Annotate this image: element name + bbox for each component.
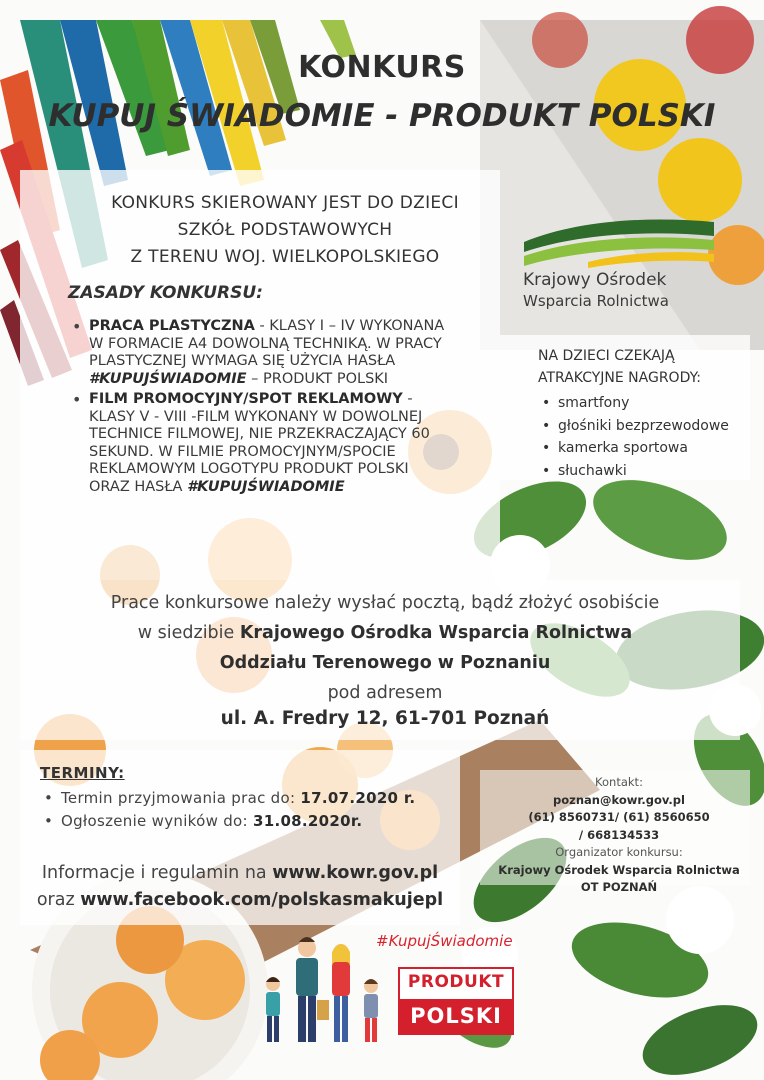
info-line bbox=[30, 887, 450, 914]
logo-text bbox=[523, 270, 669, 312]
intro-text bbox=[60, 190, 510, 271]
info-text: Informacje i regulamin na bbox=[41, 863, 273, 883]
info-text: oraz bbox=[36, 890, 81, 910]
badge-bottom-text: POLSKI bbox=[400, 999, 512, 1033]
term-item bbox=[44, 787, 415, 810]
rule-item-film bbox=[70, 391, 450, 496]
submission-info bbox=[40, 588, 730, 708]
rules-title: ZASADY KONKURSU: bbox=[68, 283, 263, 303]
terms-title: TERMINY: bbox=[40, 764, 125, 782]
prize-item: • smartfony bbox=[540, 392, 729, 415]
prize-item: • słuchawki bbox=[540, 460, 729, 483]
branch-name: Oddziału Terenowego w Poznaniu bbox=[219, 653, 551, 673]
term-date: 17.07.2020 r. bbox=[300, 789, 416, 807]
submission-line bbox=[40, 618, 730, 648]
organizer-label: Organizator konkursu: bbox=[555, 845, 683, 859]
page-title: KONKURS bbox=[298, 50, 466, 85]
rule-hashtag: #KUPUJŚWIADOMIE bbox=[89, 370, 247, 387]
logo-line: Wsparcia Rolnictwa bbox=[523, 292, 669, 310]
rule-text: - KLASY I – IV WYKONANA W FORMACIE A4 DOWOLNĄ TECHNIKĄ. W PRACY PLASTYCZNEJ WYMAGA SIĘ UŻYCIA HASŁA bbox=[89, 318, 445, 369]
rule-heading: PRACA PLASTYCZNA bbox=[89, 318, 255, 334]
prize-item: • kamerka sportowa bbox=[540, 437, 729, 460]
contact-phones: (61) 8560731/ (61) 8560650 bbox=[528, 810, 710, 824]
hashtag: #KupujŚwiadomie bbox=[376, 932, 513, 950]
rule-item-art bbox=[70, 318, 450, 388]
contact-block bbox=[488, 774, 750, 897]
organization-name: Krajowego Ośrodka Wsparcia Rolnictwa bbox=[239, 623, 633, 643]
rule-hashtag: #KUPUJŚWIADOMIE bbox=[187, 478, 345, 495]
produkt-polski-badge bbox=[398, 967, 514, 1035]
postal-address: ul. A. Fredry 12, 61-701 Poznań bbox=[220, 708, 550, 729]
family-illustration-icon bbox=[255, 928, 390, 1048]
rule-heading: FILM PROMOCYJNY/SPOT REKLAMOWY bbox=[89, 391, 403, 407]
intro-line: SZKÓŁ PODSTAWOWYCH bbox=[177, 220, 393, 240]
kowr-logo-icon bbox=[518, 212, 718, 268]
rule-text: - KLASY V - VIII -FILM WYKONANY W DOWOLNEJ TECHNICE FILMOWEJ, NIE PRZEKRACZAJĄCY 60 SEKUND. W FILMIE PROMOCYJNYM/SPOCIE REKLAMOWYM LOGOTYPU PRODUKT POLSKI ORAZ HASŁA bbox=[89, 391, 430, 495]
submission-line: Prace konkursowe należy wysłać pocztą, bądź złożyć osobiście bbox=[110, 593, 660, 613]
submission-line: pod adresem bbox=[327, 683, 443, 703]
prizes-heading bbox=[538, 345, 701, 389]
info-line bbox=[30, 860, 450, 887]
website-link[interactable]: www.kowr.gov.pl bbox=[272, 863, 439, 883]
contact-label: Kontakt: bbox=[595, 775, 643, 789]
contact-phones: / 668134533 bbox=[578, 827, 660, 842]
prizes-list bbox=[540, 392, 729, 482]
prizes-heading-line: NA DZIECI CZEKAJĄ bbox=[538, 348, 675, 364]
prizes-heading-line: ATRAKCYJNE NAGRODY: bbox=[538, 370, 701, 386]
info-block bbox=[30, 860, 450, 914]
intro-line: KONKURS SKIEROWANY JEST DO DZIECI bbox=[111, 193, 459, 213]
term-item bbox=[44, 810, 415, 833]
terms-list bbox=[44, 787, 415, 833]
badge-top-text: PRODUKT bbox=[407, 972, 505, 992]
organizer-unit: OT POZNAŃ bbox=[580, 880, 658, 894]
rule-text-tail: – PRODUKT POLSKI bbox=[246, 370, 389, 387]
intro-line: Z TERENU WOJ. WIELKOPOLSKIEGO bbox=[130, 247, 440, 267]
term-label: Termin przyjmowania prac do: bbox=[61, 789, 301, 807]
prize-item: • głośniki bezprzewodowe bbox=[540, 415, 729, 438]
rules-list bbox=[70, 318, 450, 499]
term-date: 31.08.2020r. bbox=[252, 812, 363, 830]
page-subtitle: KUPUJ ŚWIADOMIE - PRODUKT POLSKI bbox=[48, 98, 716, 134]
logo-line: Krajowy Ośrodek bbox=[523, 270, 667, 290]
organizer-name: Krajowy Ośrodek Wsparcia Rolnictwa bbox=[498, 862, 740, 877]
submission-text: w siedzibie bbox=[137, 623, 240, 643]
facebook-link[interactable]: www.facebook.com/polskasmakujepl bbox=[80, 890, 444, 910]
term-label: Ogłoszenie wyników do: bbox=[61, 812, 253, 830]
contact-email[interactable]: poznan@kowr.gov.pl bbox=[553, 792, 685, 807]
